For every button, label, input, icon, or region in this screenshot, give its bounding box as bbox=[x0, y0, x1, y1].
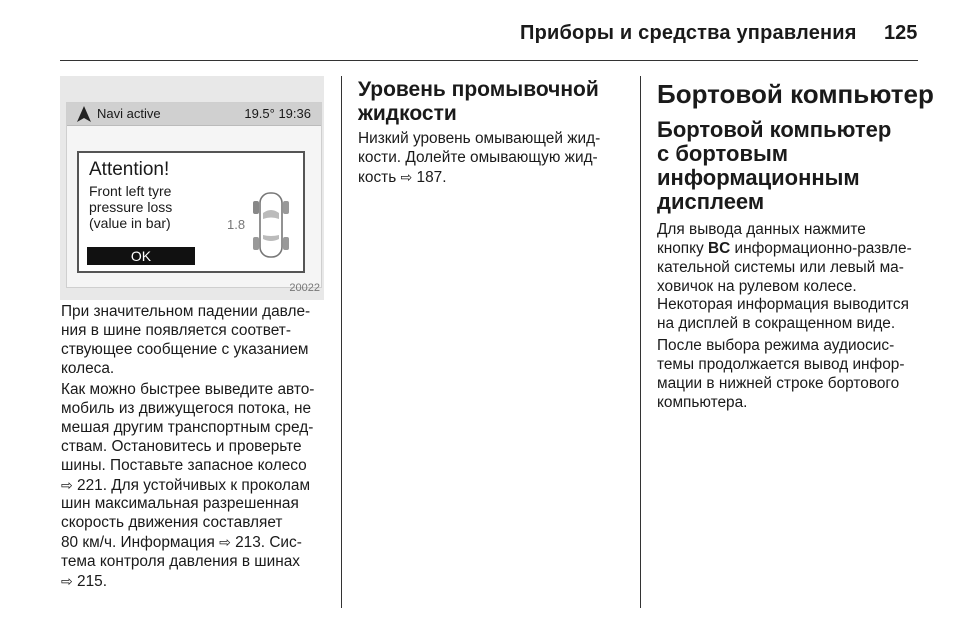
section-heading-onboard-computer: Бортовой компьютер bbox=[657, 79, 934, 109]
text-line: 80 км/ч. Информация ⇨ 213. Сис- bbox=[61, 534, 302, 552]
paragraph-washer-fluid bbox=[358, 130, 600, 188]
navi-status: Navi active bbox=[97, 106, 161, 121]
text-line: ховичок на рулевом колесе. bbox=[657, 277, 857, 295]
display-screen bbox=[66, 102, 322, 288]
text-line: мобиль из движущегося потока, не bbox=[61, 399, 312, 417]
text-line: компьютера. bbox=[657, 393, 748, 411]
text-line: При значительном падении давле- bbox=[61, 303, 311, 320]
status-bar bbox=[67, 103, 321, 126]
text-line: После выбора режима аудиосис- bbox=[657, 337, 895, 354]
text-line: темы продолжается вывод инфор- bbox=[657, 355, 905, 373]
text-line: шины. Поставьте запасное колесо bbox=[61, 456, 307, 474]
column-divider-1 bbox=[341, 76, 342, 608]
text-line: кость ⇨ 187. bbox=[358, 168, 447, 186]
column-divider-2 bbox=[640, 76, 641, 608]
text-line: Некоторая информация выводится bbox=[657, 296, 909, 313]
paragraph-abbreviated bbox=[657, 296, 909, 334]
text-line: мешая другим транспортным сред- bbox=[61, 418, 314, 436]
paragraph-tyre-action bbox=[61, 381, 314, 592]
header-rule bbox=[60, 60, 918, 61]
text-line: шин максимальная разрешенная bbox=[61, 495, 299, 513]
text-line: ствам. Остановитесь и проверьте bbox=[61, 437, 302, 455]
text-line: кнопку BC информационно-развле- bbox=[657, 239, 912, 257]
dialog-line: pressure loss bbox=[89, 199, 173, 215]
page-reference-icon: ⇨ bbox=[61, 476, 73, 493]
navigation-arrow-icon bbox=[76, 105, 92, 123]
figure-number: 20022 bbox=[289, 282, 320, 294]
dialog-line: Front left tyre bbox=[89, 183, 172, 199]
text-line: колеса. bbox=[61, 359, 115, 377]
text-line: ⇨ 215. bbox=[61, 573, 107, 591]
text-line: скорость движения составляет bbox=[61, 514, 283, 532]
header-title: Приборы и средства управления bbox=[520, 22, 857, 44]
page-reference-icon: ⇨ bbox=[61, 573, 73, 590]
text-line: кости. Долейте омывающую жид- bbox=[358, 148, 598, 166]
text-line: на дисплей в сокращенном виде. bbox=[657, 314, 896, 332]
text-line: мации в нижней строке бортового bbox=[657, 374, 900, 392]
text-line: Для вывода данных нажмите bbox=[657, 221, 866, 238]
section-heading-washer-fluid: Уровень промывочной жидкости bbox=[358, 78, 599, 125]
text-line: Низкий уровень омывающей жид- bbox=[358, 130, 601, 147]
page-reference[interactable]: 187 bbox=[416, 168, 443, 186]
page-number: 125 bbox=[884, 22, 918, 44]
paragraph-audio-mode bbox=[657, 337, 904, 413]
bc-button-label: BC bbox=[708, 239, 731, 257]
page-reference[interactable]: 221 bbox=[77, 476, 103, 494]
page-reference[interactable]: 215 bbox=[77, 573, 103, 591]
ok-button[interactable]: OK bbox=[87, 247, 195, 265]
display-figure bbox=[60, 76, 324, 300]
page-reference[interactable]: 213 bbox=[235, 534, 261, 552]
attention-dialog bbox=[77, 151, 305, 273]
dialog-line: (value in bar) bbox=[89, 215, 171, 231]
temperature-time: 19.5° 19:36 bbox=[244, 106, 311, 121]
text-line: ствующее сообщение с указанием bbox=[61, 340, 309, 358]
car-top-view-icon bbox=[251, 189, 291, 261]
text-line: Как можно быстрее выведите авто- bbox=[61, 381, 315, 398]
tyre-pressure-value: 1.8 bbox=[227, 217, 246, 232]
text-line: кательной системы или левый ма- bbox=[657, 258, 904, 276]
subsection-heading: Бортовой компьютер с бортовым информационным дисплеем bbox=[657, 117, 892, 214]
paragraph-bc-button bbox=[657, 221, 912, 297]
dialog-title: Attention! bbox=[89, 159, 170, 180]
page-reference-icon: ⇨ bbox=[219, 534, 231, 551]
page-reference-icon: ⇨ bbox=[400, 168, 413, 185]
text-line: ⇨ 221. Для устойчивых к проколам bbox=[61, 476, 311, 494]
paragraph-tyre-warning bbox=[61, 303, 310, 379]
text-line: ния в шине появляется соответ- bbox=[61, 321, 291, 339]
text-line: тема контроля давления в шинах bbox=[61, 553, 300, 571]
